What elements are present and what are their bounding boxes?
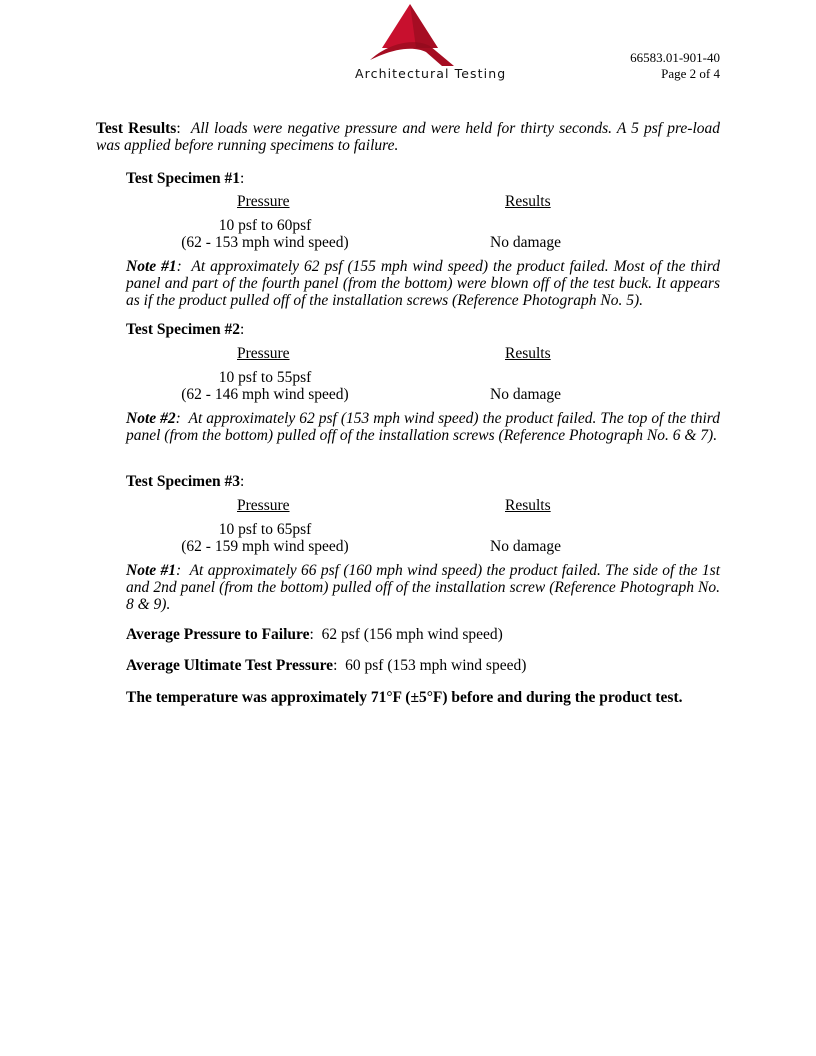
specimen-3-result: No damage [490, 538, 562, 555]
specimen-2-pressure-header: Pressure [237, 345, 290, 362]
document-number: 66583.01-901-40 [630, 50, 720, 65]
test-results-text: All loads were negative pressure and were held for thirty seconds. A 5 psf pre-load was applied before running specimens to failure. [96, 120, 720, 154]
specimen-2-note: Note #2: At approximately 62 psf (153 mph wind speed) the product failed. The top of the third panel (from the bottom) pulled off of the installation screws (Reference Photograph No. 6 & 7). [126, 410, 720, 444]
architectural-testing-logo-icon [360, 4, 460, 68]
specimen-2-title: Test Specimen #2: [126, 321, 245, 338]
test-results-paragraph: Test Results: All loads were negative pressure and were held for thirty seconds. A 5 psf pre-load was applied before running specimens to failure. [96, 120, 720, 154]
specimen-1-result: No damage [490, 234, 562, 251]
temperature-statement: The temperature was approximately 71°F (±5°F) before and during the product test. [126, 689, 683, 706]
specimen-1-results-header: Results [505, 193, 551, 210]
specimen-3-results-header: Results [505, 497, 551, 514]
specimen-3-pressure-range: 10 psf to 65psf (62 - 159 mph wind speed) [181, 521, 349, 555]
specimen-3-pressure-header: Pressure [237, 497, 290, 514]
page-number: Page 2 of 4 [661, 66, 720, 81]
specimen-3-title: Test Specimen #3: [126, 473, 245, 490]
average-pressure-to-failure: Average Pressure to Failure: 62 psf (156 mph wind speed) [126, 626, 503, 643]
specimen-1-pressure-range: 10 psf to 60psf (62 - 153 mph wind speed) [181, 217, 349, 251]
document-number-block [630, 50, 720, 82]
average-ultimate-test-pressure: Average Ultimate Test Pressure: 60 psf (153 mph wind speed) [126, 657, 527, 674]
specimen-2-pressure-range: 10 psf to 55psf (62 - 146 mph wind speed) [181, 369, 349, 403]
specimen-1-note: Note #1: At approximately 62 psf (155 mph wind speed) the product failed. Most of the third panel and part of the fourth panel (from the bottom) were blown off of the test buck. It appears as if the product pulled off of the installation screws (Reference Photograph No. 5). [126, 258, 720, 309]
brand-name: Architectural Testing [355, 66, 507, 81]
specimen-3-note: Note #1: At approximately 66 psf (160 mph wind speed) the product failed. The side of the 1st and 2nd panel (from the bottom) pulled off of the installation screw (Reference Photograph No. 8 & 9). [126, 562, 720, 613]
test-results-label: Test Results [96, 120, 177, 137]
specimen-2-result: No damage [490, 386, 562, 403]
specimen-2-results-header: Results [505, 345, 551, 362]
specimen-1-title: Test Specimen #1: [126, 170, 245, 187]
specimen-1-pressure-header: Pressure [237, 193, 290, 210]
